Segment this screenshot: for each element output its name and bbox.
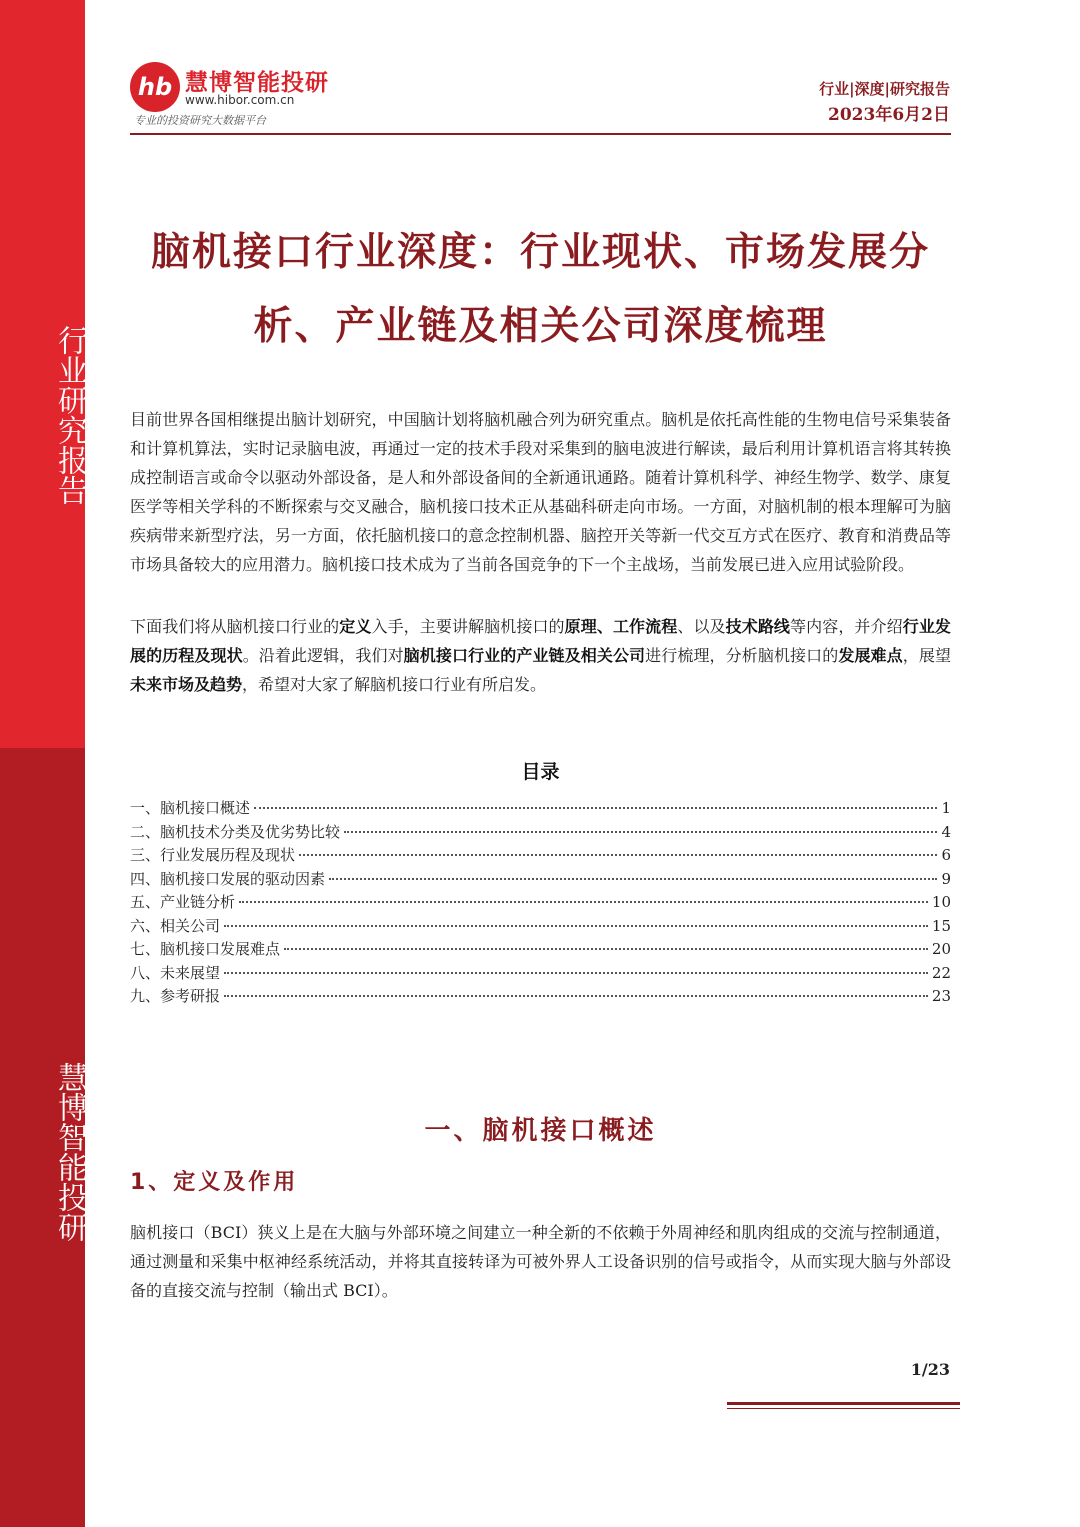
report-meta [819,77,950,129]
toc-item-page: 4 [941,822,951,841]
toc-leader-dots [224,925,928,927]
toc-item-page: 23 [931,987,951,1005]
toc-item[interactable] [130,821,951,845]
toc-leader-dots [239,901,928,903]
toc-item[interactable] [130,915,951,939]
toc-item[interactable] [130,797,951,821]
footer-divider-thin [727,1408,960,1409]
toc-item-label: 六、相关公司 [130,916,221,935]
logo-name: 慧博智能投研 [185,70,329,96]
p2-emphasis: 技术路线 [725,617,791,636]
toc-item[interactable] [130,868,951,892]
toc-item-label: 一、脑机接口概述 [130,799,251,817]
report-title [130,216,951,364]
intro-paragraph-2 [130,612,951,699]
toc-item[interactable] [130,985,951,1009]
toc-item-label: 八、未来展望 [130,963,221,982]
p2-emphasis: 定义 [339,617,372,636]
toc-title: 目录 [521,761,560,783]
p2-text: ，展望 [902,646,951,665]
toc-item-label: 五、产业链分析 [130,893,236,911]
footer-divider [727,1402,960,1405]
p2-emphasis: 未来市场及趋势 [130,675,243,694]
toc-leader-dots [284,948,928,950]
toc-item[interactable] [130,938,951,962]
toc-item-label: 二、脑机技术分类及优劣势比较 [130,822,341,841]
toc-item-page: 15 [931,916,951,935]
header-divider [130,133,951,135]
toc-leader-dots [224,995,928,997]
toc-item-label: 四、脑机接口发展的驱动因素 [130,869,326,888]
report-type: 行业|深度|研究报告 [819,80,950,98]
subsection-heading: 1、定义及作用 [130,1170,299,1195]
p2-text: 进行梳理，分析脑机接口的 [645,646,839,665]
toc-item-label: 七、脑机接口发展难点 [130,940,281,958]
intro-paragraph-1: 目前世界各国相继提出脑计划研究，中国脑计划将脑机融合列为研究重点。脑机是依托高性能的生物电信号采集装备和计算机算法，实时记录脑电波，再通过一定的技术手段对采集到的脑电波进行解读，最后利用计算机语言将其转换成控制语言或命令以驱动外部设备，是人和外部设备间的全新通讯通路。随着计算机科学、神经生物学、数学、康复医学等相关学科的不断探索与交叉融合，脑机接口技术正从基础科研走向市场。一方面，对脑机制的根本理解可为脑疾病带来新型疗法，另一方面，依托脑机接口的意念控制机器、脑控开关等新一代交互方式在医疗、教育和消费品等市场具备较大的应用潜力。脑机接口技术成为了当前各国竞争的下一个主战场，当前发展已进入应用试验阶段。 [130,410,951,574]
toc-leader-dots [254,807,937,809]
logo-tagline: 专业的投资研究大数据平台 [134,114,266,127]
toc-item[interactable] [130,844,951,868]
toc-item-page: 6 [941,846,951,864]
toc-leader-dots [329,878,937,880]
section-heading: 一、脑机接口概述 [424,1116,657,1146]
p2-text: 等内容，并介绍 [790,617,903,636]
p2-emphasis: 脑机接口行业的产业链及相关公司 [403,646,646,665]
toc-item-page: 10 [931,893,951,911]
title-line-1: 脑机接口行业深度：行业现状、市场发展分 [150,230,930,275]
company-logo[interactable] [130,60,340,130]
page-number: 1/23 [910,1360,950,1379]
toc-item-label: 三、行业发展历程及现状 [130,846,296,864]
toc-leader-dots [224,972,928,974]
toc-item-page: 20 [931,940,951,958]
p2-emphasis: 发展难点 [838,646,903,665]
p2-text: 。沿着此逻辑，我们对 [242,646,404,665]
toc-leader-dots [299,854,937,856]
section-paragraph: 脑机接口（BCI）狭义上是在大脑与外部环境之间建立一种全新的不依赖于外周神经和肌肉组成的交流与控制通道，通过测量和采集中枢神经系统活动，并将其直接转译为可被外界人工设备识别的信号或指令，从而实现大脑与外部设备的直接交流与控制（输出式 BCI）。 [130,1223,951,1300]
p2-emphasis: 原理 [564,617,597,636]
toc-item[interactable] [130,962,951,986]
logo-url[interactable]: www.hibor.com.cn [185,93,295,107]
toc-leader-dots [344,831,937,833]
p2-emphasis: 、 [596,617,613,636]
toc-item-label: 九、参考研报 [130,987,221,1005]
p2-emphasis: 行业发展的历程及现状 [130,617,951,665]
table-of-contents [130,797,951,1009]
sidebar-top-band [0,0,85,748]
p2-emphasis: 工作流程 [612,617,678,636]
toc-item-page: 1 [941,799,951,817]
p2-text: 下面我们将从脑机接口行业的 [130,617,340,636]
sidebar-top-label: 行业研究报告 [52,325,87,505]
p2-text: ，希望对大家了解脑机接口行业有所启发。 [242,675,547,694]
title-line-2: 析、产业链及相关公司深度梳理 [253,304,828,349]
p2-text: 、以及 [677,617,726,636]
toc-item-page: 9 [941,869,951,888]
toc-item[interactable] [130,891,951,915]
sidebar-bottom-label: 慧博智能投研 [52,1062,87,1242]
sidebar-bottom-band [0,748,85,1527]
report-date: 2023年6月2日 [828,105,950,125]
toc-item-page: 22 [931,963,951,982]
p2-text: 入手，主要讲解脑机接口的 [371,617,565,636]
logo-mark: hb [130,62,180,112]
